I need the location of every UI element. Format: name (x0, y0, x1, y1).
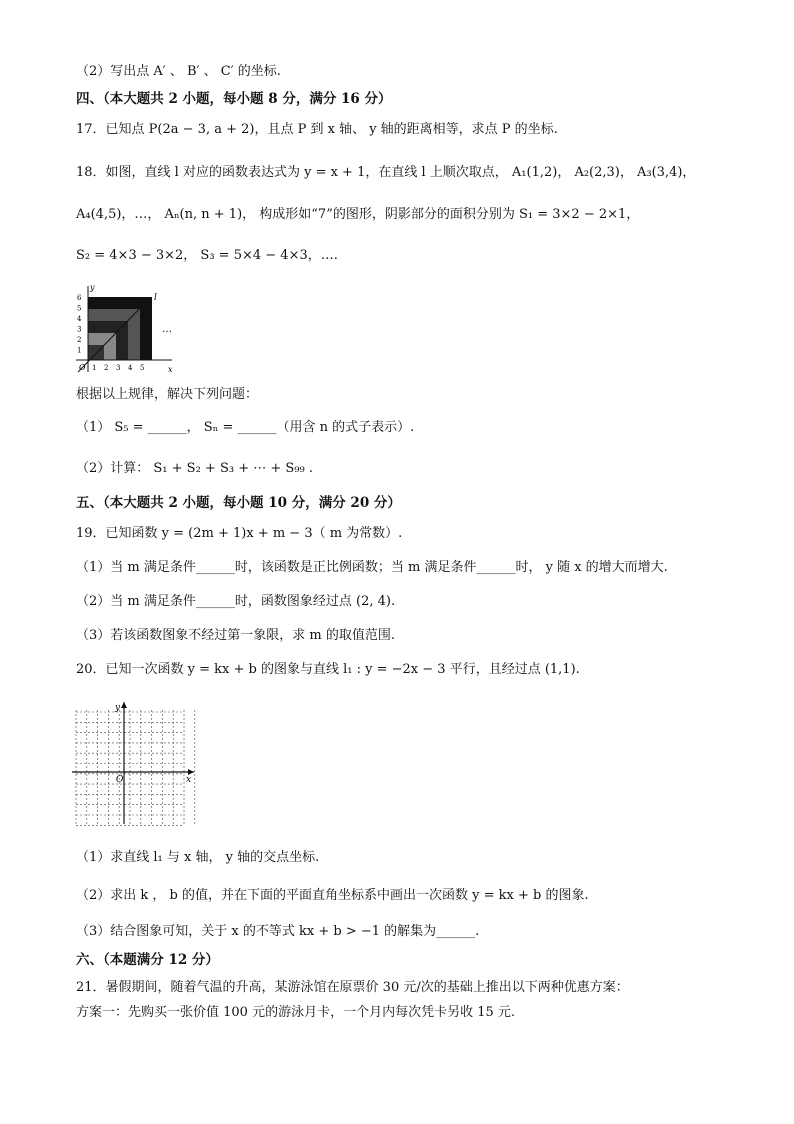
fig18-y-label: y (90, 283, 95, 292)
q21-text: 21．暑假期间，随着气温的升高，某游泳馆在原票价 30 元/次的基础上推出以下两种优惠方案： (76, 980, 629, 995)
q18-part-1: （1） S₅ = ______， Sₙ = ______（用含 n 的式子表示）. (76, 420, 415, 435)
section-5-heading: 五、（本大题共 2 小题，每小题 10 分，满分 20 分） (76, 495, 401, 511)
fig18-x-ticks (92, 364, 144, 372)
q19-part-1: （1）当 m 满足条件______时，该函数是正比例函数；当 m 满足条件______时， y 随 x 的增大而增大. (76, 560, 668, 575)
q17-text: 17．已知点 P(2a − 3, a + 2)，且点 P 到 x 轴、 y 轴的距离相等，求点 P 的坐标. (76, 122, 558, 137)
fig20-origin: O (116, 775, 124, 785)
fig18-y-tick-label: 3 (77, 325, 82, 334)
fig20-x-label: x (186, 775, 192, 785)
q20-part-2: （2）求出 k ， b 的值，并在下面的平面直角坐标系中画出一次函数 y = kx + b 的图象. (76, 888, 589, 903)
q-line-0: （2）写出点 A′ 、 B′ 、 C′ 的坐标. (76, 64, 281, 79)
fig18-x-tick-label: 3 (116, 364, 121, 372)
q18-line-2: A₄(4,5)，…， Aₙ(n, n + 1)， 构成形如“7”的图形，阴影部分的面积分别为 S₁ = 3×2 − 2×1， (76, 207, 640, 222)
section-6-heading: 六、（本题满分 12 分） (76, 952, 219, 968)
fig20-grid-lines (76, 710, 195, 825)
fig18-x-tick-label: 1 (92, 364, 97, 372)
q20-part-3: （3）结合图象可知，关于 x 的不等式 kx + b > −1 的解集为______. (76, 924, 480, 939)
q18-line-3: S₂ = 4×3 − 3×2， S₃ = 5×4 − 4×3，…. (76, 248, 338, 263)
fig18-x-tick-label: 2 (104, 364, 109, 372)
q19-part-2: （2）当 m 满足条件______时，函数图象经过点 (2, 4). (76, 594, 396, 609)
fig20-coordinate-grid (70, 700, 200, 830)
fig18-y-tick-label: 1 (77, 346, 82, 355)
section-4-heading: 四、（本大题共 2 小题，每小题 8 分，满分 16 分） (76, 91, 392, 107)
fig18-y-ticks (77, 294, 82, 355)
q18-line-1: 18．如图，直线 l 对应的函数表达式为 y = x + 1，在直线 l 上顺次取点， A₁(1,2)， A₂(2,3)， A₃(3,4)， (76, 165, 696, 180)
fig18-x-tick-label: 5 (140, 364, 145, 372)
fig18-staircase-figure (68, 282, 178, 378)
fig20-y-arrow (121, 702, 127, 708)
fig18-x-tick-label: 4 (128, 364, 133, 372)
fig18-y-tick-label: 5 (77, 304, 82, 313)
q18-instruction: 根据以上规律，解决下列问题： (76, 387, 259, 402)
fig18-y-tick-label: 4 (77, 315, 82, 323)
fig18-origin: O (79, 363, 86, 372)
q20-text: 20．已知一次函数 y = kx + b 的图象与直线 l₁ : y = −2x − 3 平行，且经过点 (1,1). (76, 662, 580, 677)
fig18-ellipsis: … (162, 324, 172, 335)
q19-part-3: （3）若该函数图象不经过第一象限，求 m 的取值范围. (76, 628, 395, 643)
fig18-y-tick-label: 2 (77, 336, 82, 344)
fig18-y-tick-label: 6 (77, 294, 82, 302)
fig20-y-label: y (115, 703, 121, 713)
fig18-x-label: x (168, 365, 173, 374)
q19-text: 19．已知函数 y = (2m + 1)x + m − 3（ m 为常数）. (76, 526, 403, 541)
q18-part-2: （2）计算： S₁ + S₂ + S₃ + ⋯ + S₉₉ . (76, 461, 313, 476)
q20-part-1: （1）求直线 l₁ 与 x 轴， y 轴的交点坐标. (76, 850, 320, 865)
fig18-line-label: l (154, 293, 157, 303)
q21-plan-1: 方案一：先购买一张价值 100 元的游泳月卡，一个月内每次凭卡另收 15 元. (76, 1005, 516, 1020)
